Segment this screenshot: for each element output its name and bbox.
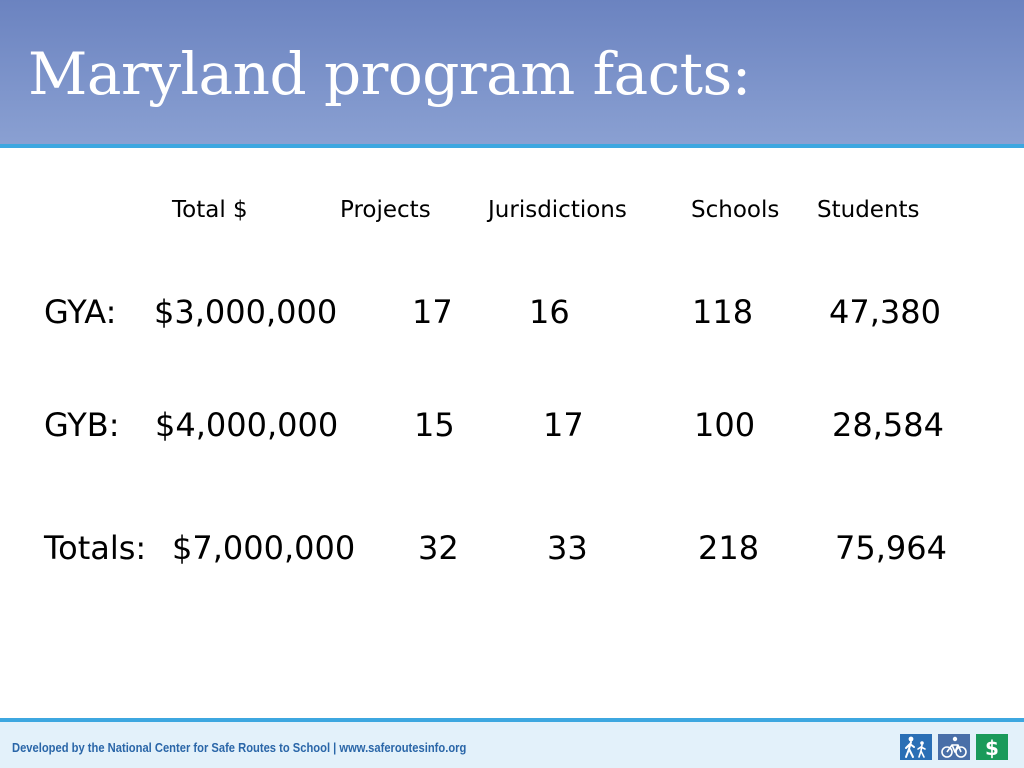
column-header-schools: Schools	[691, 197, 780, 223]
svg-text:$: $	[985, 736, 999, 760]
walking-icon	[900, 734, 932, 760]
cell-jurisdictions: 33	[547, 529, 588, 567]
column-header-students: Students	[817, 197, 920, 223]
cell-total: $4,000,000	[155, 406, 339, 444]
page-title: Maryland program facts:	[28, 40, 751, 108]
cell-jurisdictions: 16	[529, 293, 570, 331]
column-header-total: Total $	[172, 197, 248, 223]
column-header-projects: Projects	[340, 197, 431, 223]
cell-total: $7,000,000	[172, 529, 356, 567]
cell-projects: 17	[412, 293, 453, 331]
row-label: Totals:	[44, 529, 147, 567]
cell-students: 28,584	[832, 406, 944, 444]
cell-schools: 118	[692, 293, 754, 331]
cell-students: 75,964	[835, 529, 947, 567]
column-header-jurisdictions: Jurisdictions	[488, 197, 627, 223]
cell-schools: 100	[694, 406, 756, 444]
cell-jurisdictions: 17	[543, 406, 584, 444]
footer-credit: Developed by the National Center for Safe Routes to School | www.saferoutesinfo.org	[12, 740, 467, 755]
cell-projects: 15	[414, 406, 455, 444]
cell-total: $3,000,000	[154, 293, 338, 331]
bicycle-icon	[938, 734, 970, 760]
header-divider	[0, 144, 1024, 148]
row-label: GYB:	[44, 406, 120, 444]
cell-schools: 218	[698, 529, 760, 567]
cell-projects: 32	[418, 529, 459, 567]
row-label: GYA:	[44, 293, 117, 331]
dollar-icon	[976, 734, 1008, 760]
cell-students: 47,380	[829, 293, 941, 331]
